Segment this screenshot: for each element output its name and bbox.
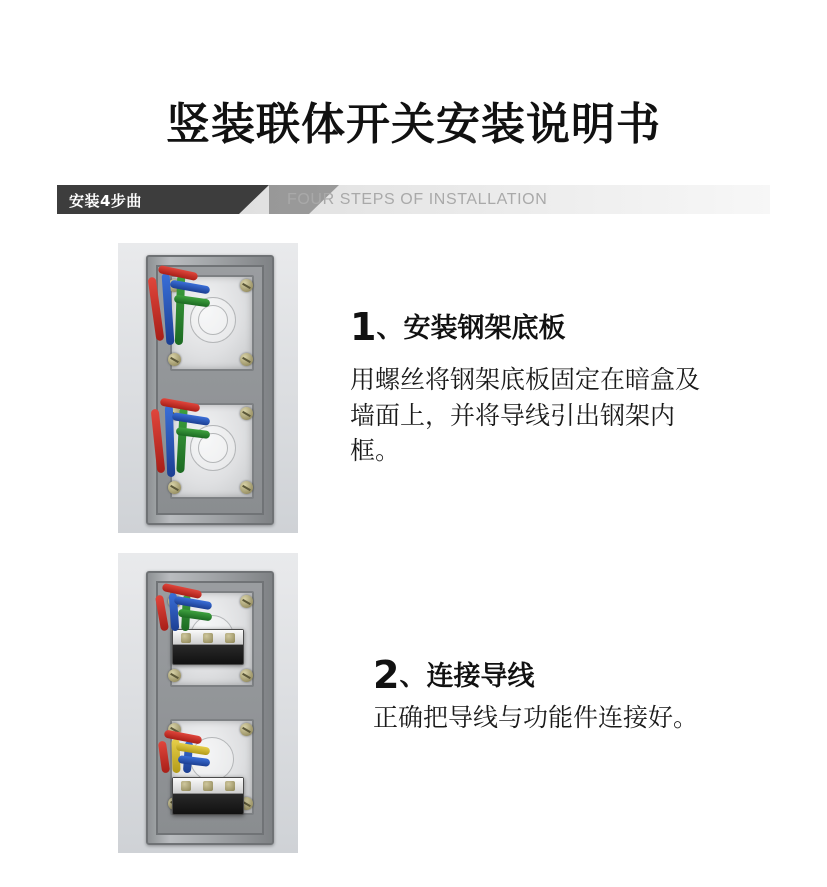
- screw: [240, 723, 253, 736]
- terminal-screw: [181, 633, 191, 643]
- screw: [168, 669, 181, 682]
- screw: [240, 595, 253, 608]
- step-1-heading: [350, 305, 565, 349]
- switch-module-upper: [172, 629, 244, 665]
- screw: [240, 353, 253, 366]
- step-2-title: 连接导线: [426, 661, 535, 692]
- screw: [168, 481, 181, 494]
- step-1-separator: 、: [376, 313, 404, 344]
- terminal-screw: [181, 781, 191, 791]
- screw: [240, 407, 253, 420]
- step-2-separator: 、: [399, 661, 427, 692]
- step-1-number: 1: [350, 305, 377, 349]
- terminal-screw: [203, 633, 213, 643]
- screw: [240, 481, 253, 494]
- terminal-screw: [225, 781, 235, 791]
- screw: [168, 353, 181, 366]
- step-2-body: 正确把导线与功能件连接好。: [373, 703, 699, 732]
- step-2-heading: [373, 653, 534, 697]
- page-title: 竖装联体开关安装说明书: [166, 99, 661, 150]
- step-1-body: 用螺丝将钢架底板固定在暗盒及墙面上，并将导线引出钢架内框。: [350, 365, 701, 465]
- knockout-circle-inner: [198, 305, 228, 335]
- screw: [240, 279, 253, 292]
- terminal-screw: [225, 633, 235, 643]
- terminal-screw: [203, 781, 213, 791]
- section-ribbon: [57, 185, 770, 214]
- step-2-photo: [118, 553, 298, 853]
- ribbon-label-en: FOUR STEPS OF INSTALLATION: [287, 191, 548, 208]
- ribbon-label-cn: 安装4步曲: [69, 192, 142, 210]
- step-1-title: 安装钢架底板: [403, 313, 566, 344]
- screw: [240, 669, 253, 682]
- step-1-photo: [118, 243, 298, 533]
- step-2-number: 2: [373, 653, 400, 697]
- switch-module-lower: [172, 777, 244, 815]
